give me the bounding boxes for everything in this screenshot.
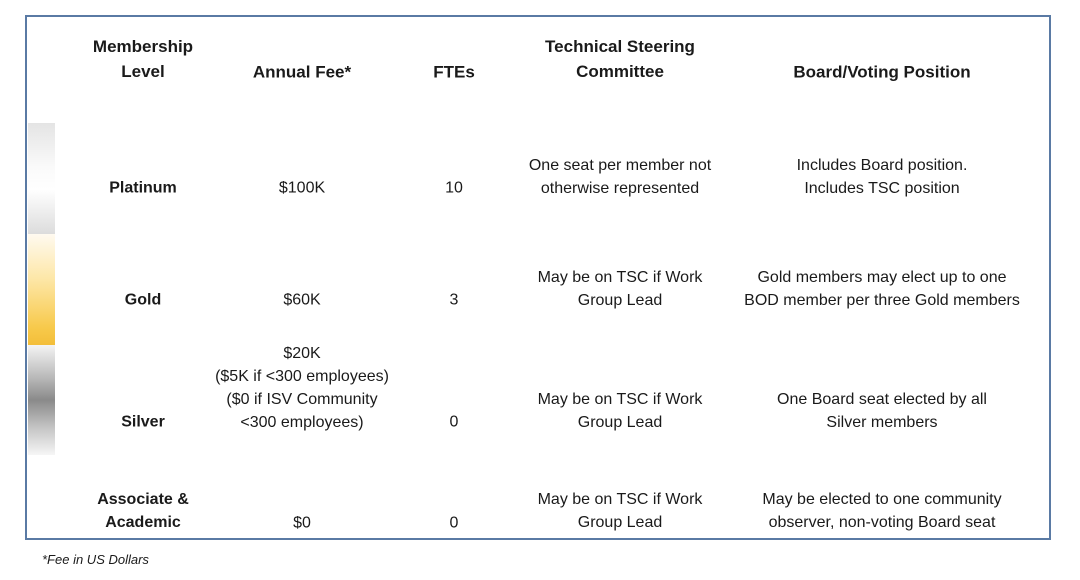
table-row-platinum-board: Includes Board position. Includes TSC position bbox=[796, 157, 968, 197]
table-row-silver-ftes: 0 bbox=[449, 413, 459, 431]
table-row-platinum-ftes: 10 bbox=[445, 179, 463, 197]
table-row-gold-level: Gold bbox=[124, 291, 162, 309]
header-board-voting-position: Board/Voting Position bbox=[793, 62, 971, 82]
fee-footnote: *Fee in US Dollars bbox=[42, 552, 149, 567]
table-row-associate-fee: $0 bbox=[293, 514, 311, 532]
table-row-platinum-fee: $100K bbox=[278, 179, 326, 197]
gold-color-band bbox=[28, 234, 55, 345]
table-row-platinum-level: Platinum bbox=[109, 179, 177, 197]
header-technical-steering-committee: Technical Steering Committee bbox=[545, 37, 695, 81]
table-row-gold-fee: $60K bbox=[283, 291, 321, 309]
silver-color-band bbox=[28, 345, 55, 455]
table-row-silver-tsc: May be on TSC if Work Group Lead bbox=[537, 391, 703, 431]
table-row-silver-level: Silver bbox=[121, 413, 165, 431]
platinum-color-band bbox=[28, 123, 55, 234]
table-row-silver-fee: $20K ($5K if <300 employees) ($0 if ISV Community <300 employees) bbox=[215, 345, 389, 431]
table-row-associate-ftes: 0 bbox=[449, 514, 459, 532]
table-row-gold-board: Gold members may elect up to one BOD member per three Gold members bbox=[744, 269, 1020, 309]
table-row-associate-level: Associate & Academic bbox=[97, 491, 189, 531]
header-membership-level: Membership Level bbox=[92, 37, 194, 81]
table-row-silver-board: One Board seat elected by all Silver members bbox=[777, 391, 987, 431]
header-ftes: FTEs bbox=[433, 62, 475, 82]
table-row-gold-tsc: May be on TSC if Work Group Lead bbox=[537, 269, 703, 309]
table-row-associate-board: May be elected to one community observer, non-voting Board seat bbox=[762, 491, 1002, 531]
table-row-gold-ftes: 3 bbox=[449, 291, 459, 309]
table-row-associate-tsc: May be on TSC if Work Group Lead bbox=[537, 491, 703, 531]
header-annual-fee: Annual Fee* bbox=[252, 62, 352, 82]
table-row-platinum-tsc: One seat per member not otherwise represented bbox=[528, 157, 712, 197]
